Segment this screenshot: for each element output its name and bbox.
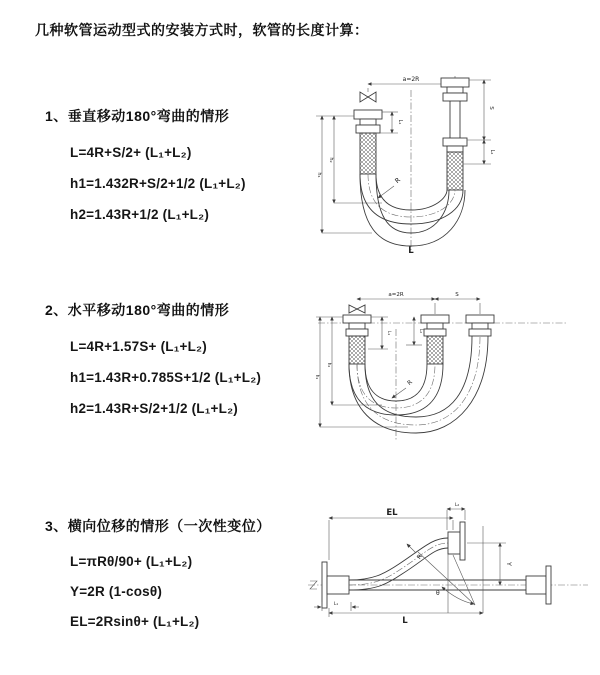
dim-l1 [368,317,392,349]
label-y: Y [505,562,513,566]
label-l-bottom: L [408,246,414,256]
section-2-formula-h1: h1=1.43R+0.785S+1/2 (L₁+L₂) [70,370,262,385]
label-l1: L₁ [386,330,391,336]
label-el: EL [386,508,398,518]
valve-icon [360,92,376,102]
right-upper-fitting [441,78,469,138]
label-l1: L₁ [397,119,403,125]
section-3-formula-EL: EL=2Rsinθ+ (L₁+L₂) [70,614,200,629]
label-h2: h₂ [328,157,334,163]
dim-s [467,80,494,140]
middle-fitting [421,315,449,364]
section-2 [45,300,330,424]
section-1-formula-L: L=4R+S/2+ (L₁+L₂) [70,145,192,160]
label-s: S [488,106,494,110]
diagram-lateral-displacement [300,500,595,635]
dim-l2 [463,140,495,164]
braided-hose-section [349,336,365,364]
radius-callout [407,544,424,561]
diagram-horizontal-180-bend [310,287,590,445]
label-r: R [393,175,403,185]
label-a2r: a=2R [402,76,420,83]
diagram-3-svg [300,500,595,635]
angle-theta-construct [415,552,475,613]
diagram-vertical-180-bend [310,70,585,255]
section-1-formula-h2: h2=1.43R+1/2 (L₁+L₂) [70,207,210,222]
dim-a2r-s [357,292,480,314]
u-bend-hose-curves [349,336,488,433]
label-a2r: a=2R [388,292,404,298]
label-theta: θ [436,590,440,597]
label-l1: L₁ [333,602,339,607]
braided-hose-section [360,133,376,174]
section-2-formula-h2: h2=1.43R+S/2+1/2 (L₁+L₂) [70,401,238,416]
section-2-heading: 2、水平移动180°弯曲的情形 [45,302,230,318]
radius-callout [392,379,414,398]
dim-l1 [314,601,359,611]
left-fitting [343,315,371,364]
label-h2: h₂ [326,362,331,368]
section-3-formula-Y: Y=2R (1-cosθ) [70,584,163,599]
label-l2: L₂ [489,149,495,155]
section-3-formula-L: L=πRθ/90+ (L₁+L₂) [70,554,193,569]
braided-hose-section [447,152,463,190]
section-1-formula-h1: h1=1.432R+S/2+1/2 (L₁+L₂) [70,176,246,191]
section-1-heading: 1、垂直移动180°弯曲的情形 [45,108,230,124]
label-l2: L₂ [454,503,460,508]
diagram-2-svg [310,287,590,445]
section-2-formula-L: L=4R+1.57S+ (L₁+L₂) [70,339,207,354]
section-3 [45,516,330,637]
dim-y [467,543,513,585]
diagram-1-svg [310,70,585,255]
label-r: R [406,378,414,387]
right-fitting-moved-position [466,315,494,336]
braided-hose-section [427,336,443,364]
valve-icon [349,305,365,313]
label-h1: h₁ [316,172,322,178]
section-1 [45,106,330,230]
page-title: 几种软管运动型式的安装方式时，软管的长度计算： [35,22,369,38]
label-r: R [415,553,424,561]
left-fitting [354,110,382,174]
label-h1: h₁ [314,374,319,380]
label-l-bottom: L [402,616,408,626]
label-l2: L₂ [418,328,423,334]
radius-callout [378,176,402,198]
section-3-heading: 3、横向位移的情形（一次性变位） [45,518,271,534]
label-s: S [455,292,459,298]
